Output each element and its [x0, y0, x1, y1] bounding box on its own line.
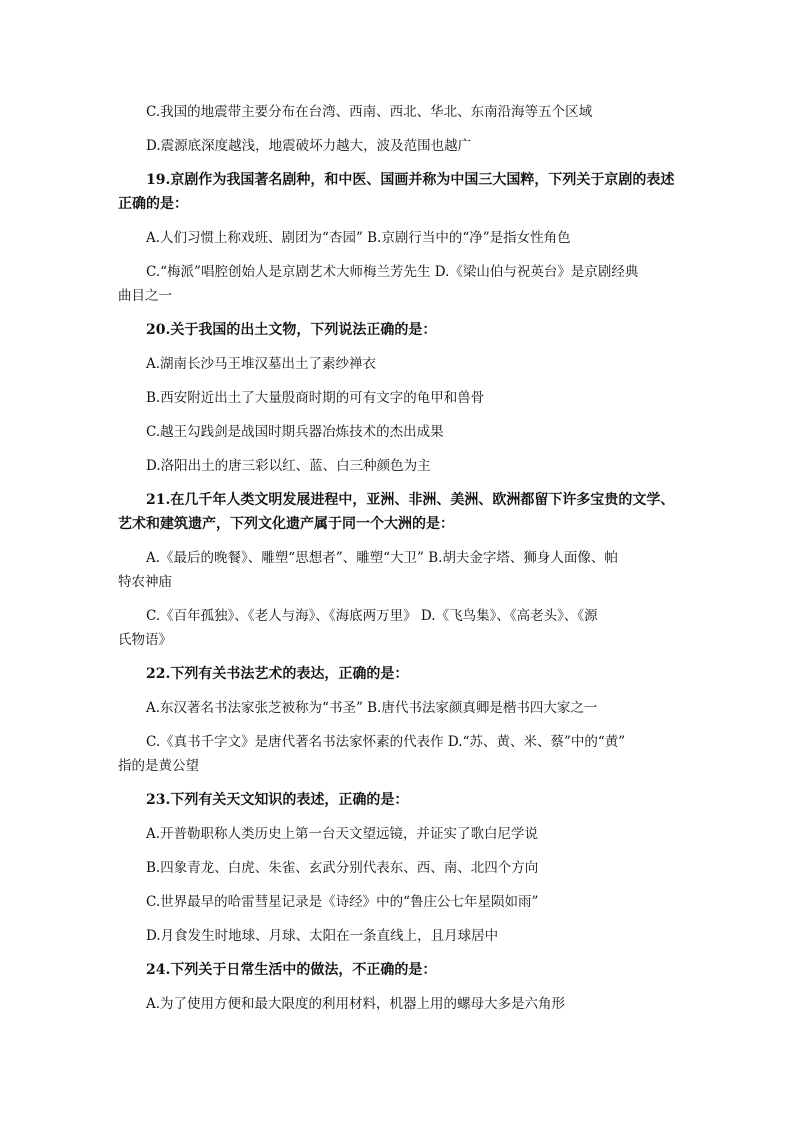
option-text-cont: 指的是黄公望 [118, 758, 199, 774]
option-text: B.西安附近出土了大量殷商时期的可有文字的龟甲和兽骨 [146, 390, 485, 406]
question-21-stem: 21.在几千年人类文明发展进程中，亚洲、非洲、美洲、欧洲都留下许多宝贵的文学、 [146, 492, 675, 508]
option-text: A.东汉著名书法家张芝被称为“书圣” B.唐代书法家颜真卿是楷书四大家之一 [146, 700, 598, 716]
option-text: A.为了使用方便和最大限度的利用材料，机器上用的螺母大多是六角形 [146, 996, 566, 1012]
question-20-stem: 20.关于我国的出土文物，下列说法正确的是： [146, 322, 437, 338]
option-text-cont: 曲目之一 [118, 288, 172, 304]
question-19-stem-cont: 正确的是： [118, 196, 188, 212]
option-text: D.洛阳出土的唐三彩以红、蓝、白三种颜色为主 [146, 458, 431, 474]
question-24-stem: 24.下列关于日常生活中的做法，不正确的是： [146, 962, 437, 978]
option-text: D.震源底深度越浅，地震破坏力越大，波及范围也越广 [146, 138, 472, 154]
option-text: A.湖南长沙马王堆汉墓出土了素纱禅衣 [146, 356, 377, 372]
question-23-stem: 23.下列有关天文知识的表述，正确的是： [146, 792, 409, 808]
option-text: C.我国的地震带主要分布在台湾、西南、西北、华北、东南沿海等五个区域 [146, 104, 593, 120]
option-text: B.四象青龙、白虎、朱雀、玄武分别代表东、西、南、北四个方向 [146, 860, 539, 876]
option-text: A.《最后的晚餐》、雕塑“思想者”、雕塑“大卫” B.胡夫金字塔、狮身人面像、帕 [146, 550, 618, 566]
question-21-stem-cont: 艺术和建筑遗产，下列文化遗产属于同一个大洲的是： [118, 516, 454, 532]
option-text: C.《百年孤独》、《老人与海》、《海底两万里》 D.《飞鸟集》、《高老头》、《源 [146, 608, 598, 624]
option-text: C.《真书千字文》是唐代著名书法家怀素的代表作 D.“苏、黄、米、蔡”中的“黄” [146, 734, 626, 750]
option-text: A.人们习惯上称戏班、剧团为“杏园” B.京剧行当中的“净”是指女性角色 [146, 230, 571, 246]
question-22-stem: 22.下列有关书法艺术的表达，正确的是： [146, 666, 409, 682]
option-text: C.“梅派”唱腔创始人是京剧艺术大师梅兰芳先生 D.《梁山伯与祝英台》是京剧经典 [146, 264, 639, 280]
option-text: D.月食发生时地球、月球、太阳在一条直线上，且月球居中 [146, 928, 499, 944]
option-text: C.越王勾践剑是战国时期兵器冶炼技术的杰出成果 [146, 424, 444, 440]
question-19-stem: 19.京剧作为我国著名剧种，和中医、国画并称为中国三大国粹，下列关于京剧的表述 [146, 172, 675, 188]
option-text: C.世界最早的哈雷彗星记录是《诗经》中的“鲁庄公七年星陨如雨” [146, 894, 539, 910]
option-text-cont: 氏物语》 [118, 632, 172, 648]
option-text-cont: 特农神庙 [118, 574, 172, 590]
option-text: A.开普勒职称人类历史上第一台天文望远镜，并证实了歌白尼学说 [146, 826, 539, 842]
